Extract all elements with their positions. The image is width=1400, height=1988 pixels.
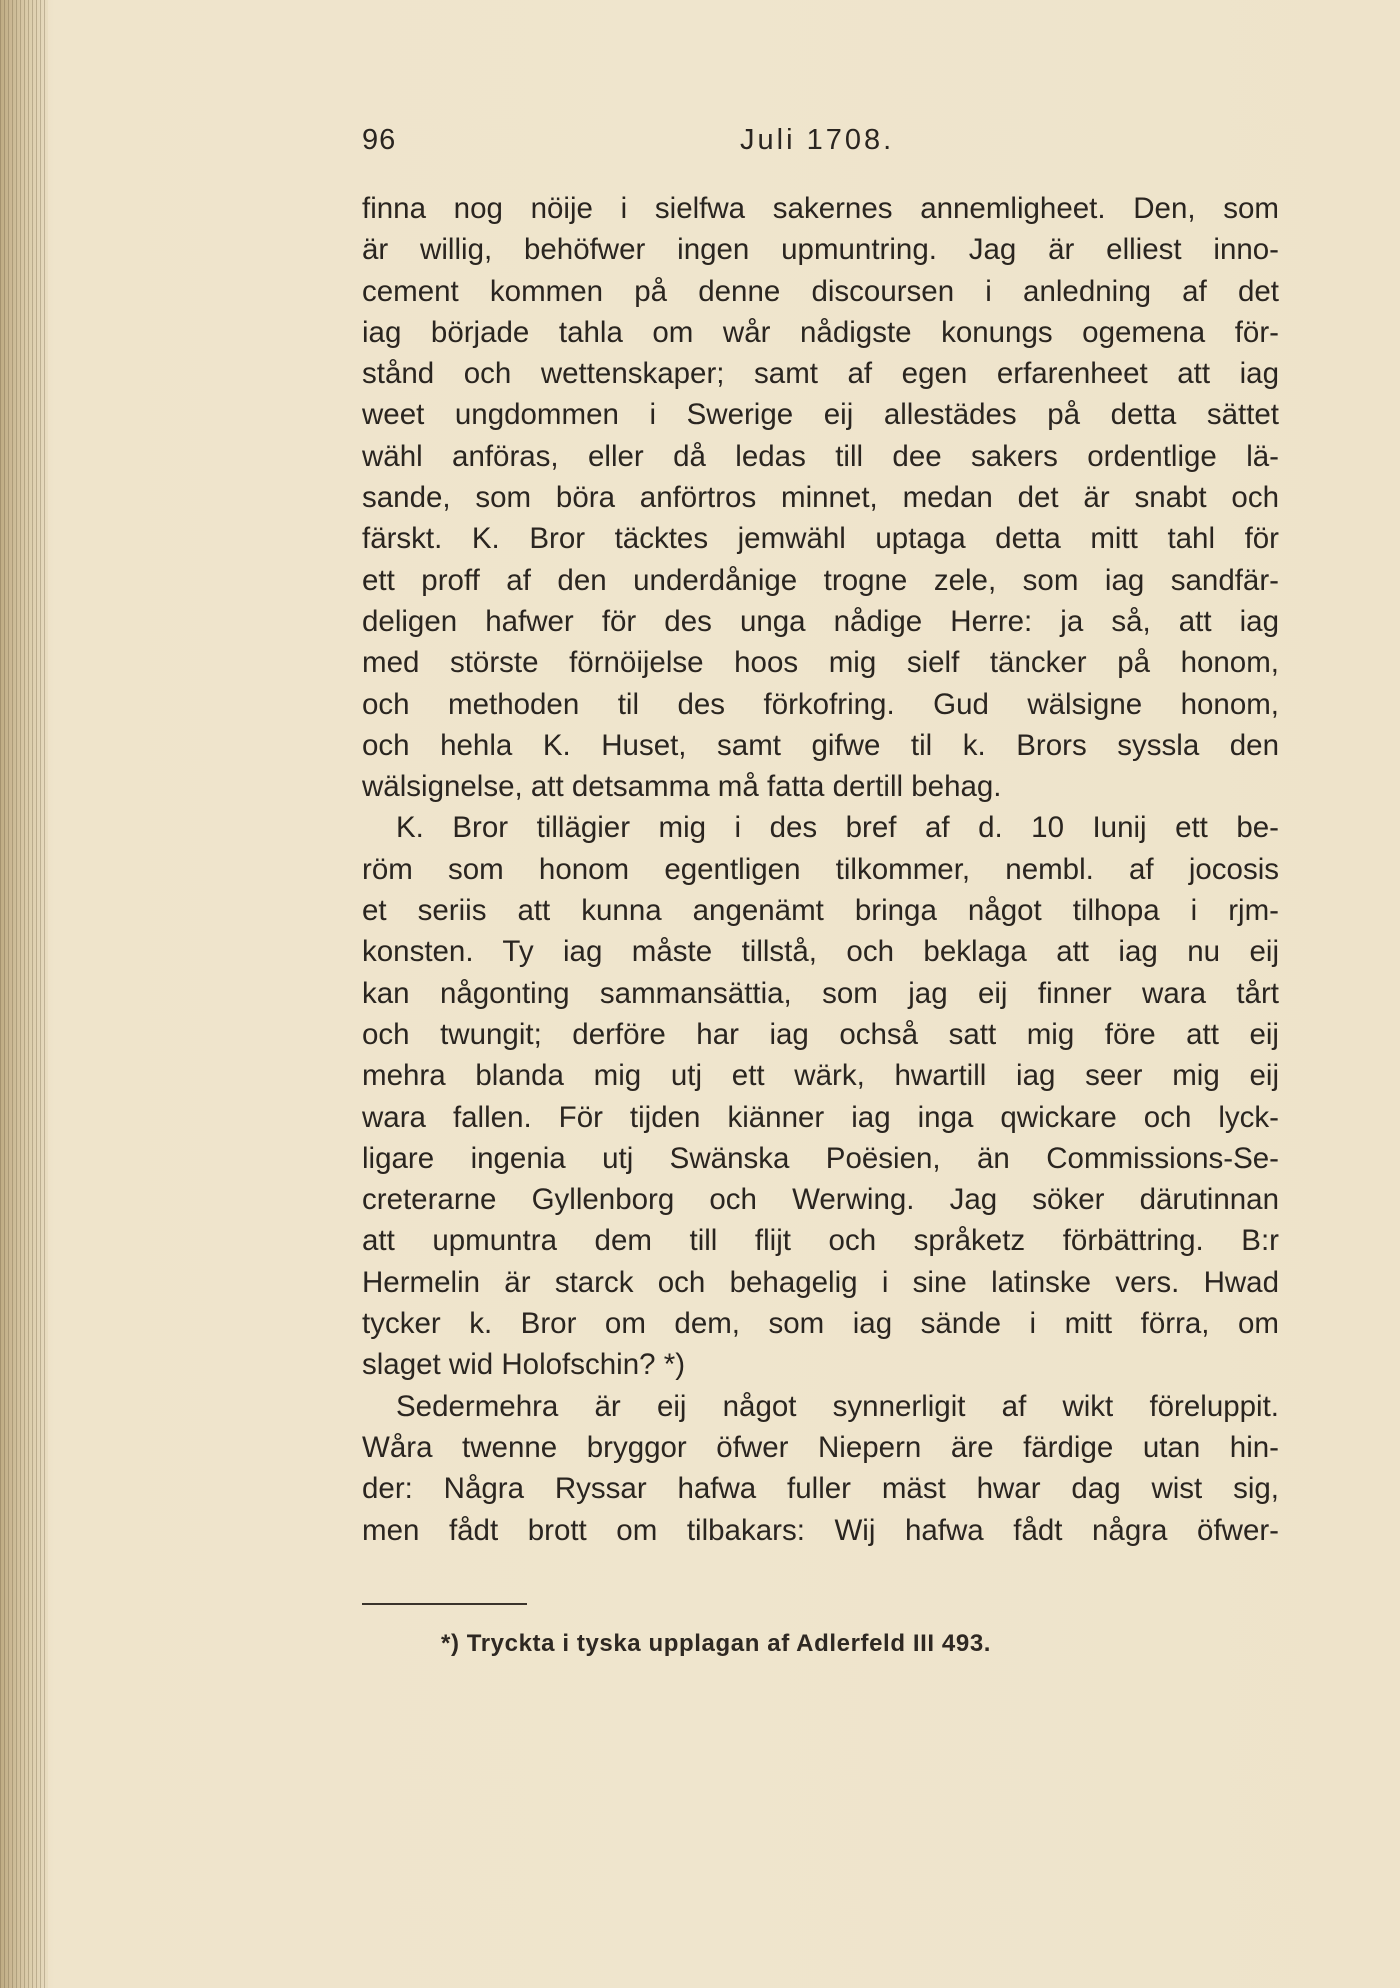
text-line: cement kommen på denne discoursen i anledning af det <box>362 274 1279 308</box>
body-text <box>362 188 1279 1551</box>
text-line: ligare ingenia utj Swänska Poësien, än Commissions-Se- <box>362 1141 1279 1175</box>
text-line: med störste förnöijelse hoos mig sielf täncker på honom, <box>362 646 1279 680</box>
text-line: K. Bror tillägier mig i des bref af d. 10 Iunij ett be- <box>396 811 1279 845</box>
text-line: finna nog nöije i sielfwa sakernes annemligheet. Den, som <box>362 192 1279 225</box>
text-line: Sedermehra är eij något synnerligit af wikt föreluppit. <box>396 1389 1279 1423</box>
text-line: wara fallen. För tijden kiänner iag inga qwickare och lyck- <box>362 1100 1279 1134</box>
text-line: kan någonting sammansättia, som jag eij finner wara tårt <box>362 976 1279 1010</box>
page-number: 96 <box>362 124 397 156</box>
footnote: *) Tryckta i tyska upplagan af Adlerfeld III 493. <box>441 1630 992 1657</box>
page-binding-edge <box>0 0 48 1988</box>
text-line: iag började tahla om wår nådigste konungs ogemena för- <box>362 315 1279 349</box>
text-line: deligen hafwer för des unga nådige Herre: ja så, att iag <box>362 604 1279 638</box>
footnote-separator <box>362 1603 527 1605</box>
text-line: och hehla K. Huset, samt gifwe til k. Brors syssla den <box>362 728 1279 762</box>
text-line: konsten. Ty iag måste tillstå, och beklaga att iag nu eij <box>362 935 1279 969</box>
text-line: och methoden til des förkofring. Gud wälsigne honom, <box>362 687 1279 721</box>
running-title: Juli 1708. <box>740 124 895 156</box>
page-header <box>362 124 902 174</box>
text-line: der: Några Ryssar hafwa fuller mäst hwar dag wist sig, <box>362 1472 1279 1506</box>
text-line: tycker k. Bror om dem, som iag sände i mitt förra, om <box>362 1307 1279 1341</box>
text-line: wähl anföras, eller då ledas till dee sakers ordentlige lä- <box>362 439 1279 473</box>
text-line: et seriis att kunna angenämt bringa något tilhopa i rjm- <box>362 894 1279 928</box>
text-line: creterarne Gyllenborg och Werwing. Jag söker därutinnan <box>362 1183 1279 1217</box>
text-line: färskt. K. Bror täcktes jemwähl uptaga detta mitt tahl för <box>362 522 1279 556</box>
text-line: weet ungdommen i Swerige eij allestädes på detta sättet <box>362 398 1279 432</box>
text-line: slaget wid Holofschin? *) <box>362 1348 686 1382</box>
text-line: ett proff af den underdånige trogne zele, som iag sandfär- <box>362 563 1279 597</box>
text-line: Wåra twenne bryggor öfwer Niepern äre färdige utan hin- <box>362 1430 1279 1464</box>
text-line: stånd och wettenskaper; samt af egen erfarenheet att iag <box>362 357 1279 391</box>
text-line: mehra blanda mig utj ett wärk, hwartill iag seer mig eij <box>362 1059 1279 1093</box>
text-line: och twungit; derföre har iag ochså satt mig före att eij <box>362 1017 1279 1051</box>
text-line: är willig, behöfwer ingen upmuntring. Jag är elliest inno- <box>362 233 1279 267</box>
text-line: Hermelin är starck och behagelig i sine latinske vers. Hwad <box>362 1265 1279 1299</box>
text-line: wälsignelse, att detsamma må fatta dertill behag. <box>362 770 1002 804</box>
text-line: men fådt brott om tilbakars: Wij hafwa fådt några öfwer- <box>362 1513 1279 1547</box>
text-line: sande, som böra anförtros minnet, medan det är snabt och <box>362 481 1279 515</box>
text-line: röm som honom egentligen tilkommer, nembl. af jocosis <box>362 852 1279 886</box>
text-line: att upmuntra dem till flijt och språketz förbättring. B:r <box>362 1224 1279 1258</box>
